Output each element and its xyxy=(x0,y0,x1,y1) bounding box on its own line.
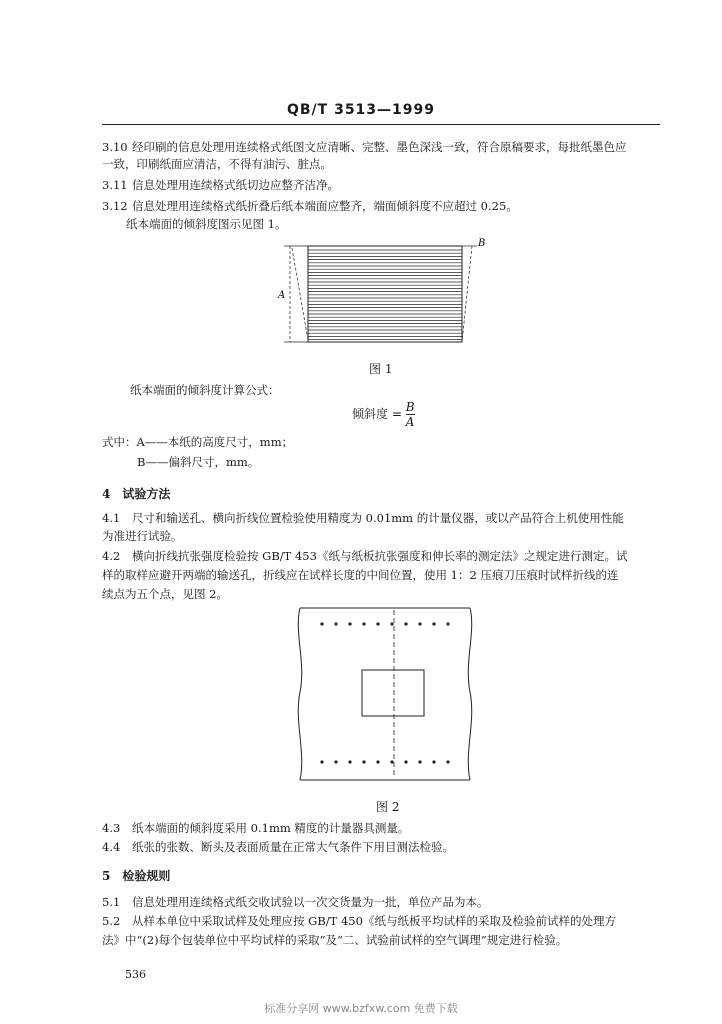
feed-hole xyxy=(348,760,351,763)
clause-number: 5.1 xyxy=(102,895,121,909)
feed-hole xyxy=(334,622,337,625)
clause-text: 一致，印刷纸面应清洁，不得有油污、脏点。 xyxy=(102,157,332,171)
formula-numerator: B xyxy=(405,400,415,414)
feed-hole xyxy=(418,622,421,625)
clause-number: 4.2 xyxy=(102,549,121,563)
clause-number: 3.11 xyxy=(102,178,128,192)
formula xyxy=(352,400,415,429)
clause-text: 续点为五个点，见图 2。 xyxy=(102,587,228,601)
feed-hole xyxy=(390,760,393,763)
feed-hole xyxy=(432,622,435,625)
clause-3-12-cont xyxy=(126,216,286,233)
page-number: 536 xyxy=(125,968,146,981)
where-a: 式中：A——本纸的高度尺寸，mm； xyxy=(102,435,294,449)
formula-denominator: A xyxy=(405,415,415,429)
clause-3-10 xyxy=(102,139,627,156)
feed-hole xyxy=(334,760,337,763)
feed-hole xyxy=(348,622,351,625)
clause-text: 尺寸和输送孔、横向折线位置检验使用精度为 0.01mm 的计量仪器，或以产品符合上机使用性能 xyxy=(132,511,624,525)
clause-5-2-cont xyxy=(102,932,567,949)
standard-code: QB/T 3513—1999 xyxy=(286,102,436,118)
clause-text: 纸本端面的倾斜度采用 0.1mm 精度的计量器具测量。 xyxy=(132,821,410,835)
clause-number: 4.3 xyxy=(102,821,121,835)
header-rule xyxy=(102,124,660,125)
clause-number: 3.12 xyxy=(102,199,128,213)
watermark-footer: 标准分享网 www.bzfxw.com 免费下载 xyxy=(264,1002,458,1015)
feed-hole xyxy=(362,760,365,763)
clause-4-4 xyxy=(102,839,454,856)
clause-text: 信息处理用连续格式纸交收试验以一次交货量为一批，单位产品为本。 xyxy=(132,895,489,909)
where-b: B——偏斜尺寸，mm。 xyxy=(137,455,260,469)
label-b: B xyxy=(478,238,486,249)
clause-number: 4.4 xyxy=(102,840,121,854)
feed-hole xyxy=(376,622,379,625)
clause-text: 从样本单位中采取试样及处理应按 GB/T 450《纸与纸板平均试样的采取及检验前试样的处理方 xyxy=(132,914,616,928)
feed-hole xyxy=(376,760,379,763)
clause-text: 纸本端面的倾斜度图示见图 1。 xyxy=(126,217,287,231)
slant-line-left xyxy=(292,248,308,340)
slant-line-right xyxy=(462,246,472,342)
clause-number: 3.10 xyxy=(102,140,128,154)
feed-hole xyxy=(362,622,365,625)
figure-2 xyxy=(290,602,480,788)
clause-number: 5.2 xyxy=(102,914,121,928)
feed-hole xyxy=(320,622,323,625)
feed-hole xyxy=(404,760,407,763)
paper-stack xyxy=(308,246,462,342)
feed-holes-bottom xyxy=(320,760,449,763)
figure-1 xyxy=(272,232,492,350)
clause-4-1 xyxy=(102,510,624,527)
feed-hole xyxy=(390,622,393,625)
clause-text: 信息处理用连续格式纸切边应整齐洁净。 xyxy=(132,178,339,192)
figure-2-caption: 图 2 xyxy=(376,800,400,814)
clause-4-2-cont2 xyxy=(102,586,228,603)
formula-intro: 纸本端面的倾斜度计算公式： xyxy=(130,383,280,397)
clause-text: 横向折线抗张强度检验按 GB/T 453《纸与纸板抗张强度和伸长率的测定法》之规定进行测定。试 xyxy=(132,549,628,563)
clause-5-1 xyxy=(102,894,489,911)
feed-hole xyxy=(432,760,435,763)
clause-number: 4.1 xyxy=(102,511,121,525)
formula-fraction xyxy=(406,400,415,429)
clause-text: 样的取样应避开两端的输送孔，折线应在试样长度的中间位置，使用 1：2 压痕刀压痕时试样折线的连 xyxy=(102,568,619,582)
clause-text: 法》中“(2)每个包装单位中平均试样的采取”及“二、试验前试样的空气调理”规定进行检验。 xyxy=(102,933,568,947)
figure-1-caption: 图 1 xyxy=(369,362,393,376)
clause-text: 纸张的张数、断头及表面质量在正常大气条件下用目测法检验。 xyxy=(132,840,454,854)
label-a: A xyxy=(278,290,286,301)
sample-left-break xyxy=(298,608,301,780)
feed-hole xyxy=(446,760,449,763)
clause-text: 为准进行试验。 xyxy=(102,529,183,543)
section-5-title: 5 检验规则 xyxy=(102,869,171,883)
test-specimen xyxy=(362,670,424,716)
clause-4-2-cont1 xyxy=(102,567,618,584)
formula-lhs: 倾斜度 = xyxy=(352,407,402,421)
section-4-title: 4 试验方法 xyxy=(102,487,171,501)
sample-right-break xyxy=(468,608,471,780)
feed-hole xyxy=(446,622,449,625)
clause-4-2 xyxy=(102,548,627,565)
clause-3-10-cont xyxy=(102,156,332,173)
feed-holes-top xyxy=(320,622,449,625)
clause-4-3 xyxy=(102,820,409,837)
clause-3-12 xyxy=(102,198,518,215)
clause-text: 信息处理用连续格式纸折叠后纸本端面应整齐，端面倾斜度不应超过 0.25。 xyxy=(132,199,518,213)
clause-text: 经印刷的信息处理用连续格式纸图文应清晰、完整、墨色深浅一致，符合原稿要求，每批纸墨色应 xyxy=(132,140,627,154)
feed-hole xyxy=(418,760,421,763)
clause-5-2 xyxy=(102,913,616,930)
feed-hole xyxy=(320,760,323,763)
clause-3-11 xyxy=(102,177,339,194)
clause-4-1-cont xyxy=(102,528,183,545)
feed-hole xyxy=(404,622,407,625)
